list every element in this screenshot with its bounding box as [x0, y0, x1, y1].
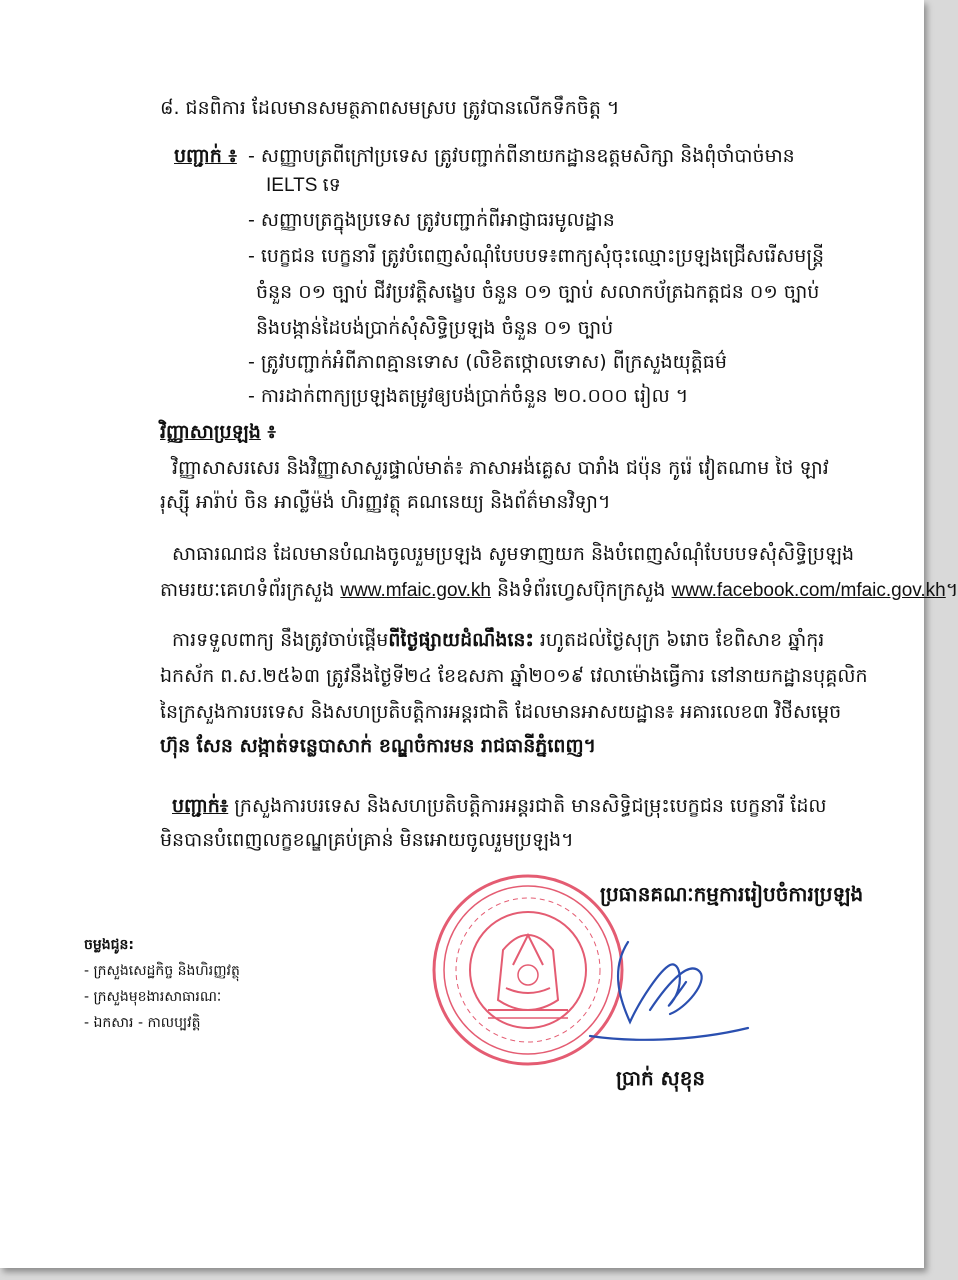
public-line-2 — [160, 578, 958, 603]
note-line: ចំនួន ០១ ច្បាប់ ជីវប្រវត្តិសង្ខេប ចំនួន ០១ ច្បាប់ សលាកប័ត្រឯកត្តជន ០១ ច្បាប់ — [256, 281, 820, 303]
subjects-heading-row — [160, 420, 276, 444]
receive-text-bold: ពីថ្ងៃផ្សាយដំណឹងនេះ — [388, 629, 534, 651]
note-line: - ការដាក់ពាក្យប្រឡងតម្រូវឲ្យបង់ប្រាក់ចំនួន ២០.០០០ រៀល ។ — [248, 385, 689, 407]
ministry-facebook-link[interactable]: www.facebook.com/mfaic.gov.kh — [671, 580, 946, 601]
public-line: សាធារណជន ដែលមានបំណងចូលរួមប្រឡង សូមទាញយក និងបំពេញសំណុំបែបបទសុំសិទ្ធិប្រឡង — [172, 543, 855, 565]
ministry-website-link[interactable]: www.mfaic.gov.kh — [340, 580, 491, 601]
subjects-colon: ៖ — [260, 421, 276, 443]
cc-item: - ក្រសួងមុខងារសាធារណៈ — [84, 989, 222, 1005]
subjects-line: រុស្ស៊ី អារ៉ាប់ ចិន អាល្លឺម៉ង់ ហិរញ្ញវត្ថុ គណនេយ្យ និងព័ត៌មានវិទ្យា។ — [160, 491, 611, 513]
subjects-line: វិញ្ញាសាសរសេរ និងវិញ្ញាសាសួរផ្ទាល់មាត់៖ ភាសាអង់គ្លេស បារាំង ជប៉ុន កូរ៉េ វៀតណាម ថៃ ឡាវ — [172, 457, 829, 479]
note-label: បញ្ជាក់ ៖ — [174, 145, 237, 167]
public-text: តាមរយៈគេហទំព័រក្រសួង — [160, 579, 341, 601]
signer-title: ប្រធានគណៈកម្មការរៀបចំការប្រឡង — [600, 882, 864, 906]
cc-item: - ក្រសួងសេដ្ឋកិច្ច និងហិរញ្ញវត្ថុ — [84, 963, 240, 979]
public-text: ។ — [945, 579, 958, 601]
note2-text: ក្រសួងការបរទេស និងសហប្រតិបត្តិការអន្តរជាតិ មានសិទ្ធិជម្រុះបេក្ខជន បេក្ខនារី ដែល — [228, 795, 827, 817]
receive-line: នៃក្រសួងការបរទេស និងសហប្រតិបត្តិការអន្តរជាតិ ដែលមានអាសយដ្ឋាន៖ អគារលេខ៣ វិថីសម្តេច — [160, 701, 842, 723]
note-line: - សញ្ញាបត្រពីក្រៅប្រទេស ត្រូវបញ្ជាក់ពីនាយកដ្ឋានឧត្តមសិក្សា និងពុំចាំបាច់មាន — [248, 145, 795, 167]
note-line: IELTS ទេ — [266, 175, 341, 196]
note2-line-1 — [172, 794, 826, 818]
note-line: - បេក្ខជន បេក្ខនារី ត្រូវបំពេញសំណុំបែបបទ៖ពាក្យសុំចុះឈ្មោះប្រឡងជ្រើសរើសមន្ត្រី — [248, 245, 825, 267]
receive-line: ឯកស័ក ព.ស.២៥៦៣ ត្រូវនឹងថ្ងៃទី២៤ ខែឧសភា ឆ្នាំ២០១៩ វេលាម៉ោងធ្វើការ នៅនាយកដ្ឋានបុគ្គលិក — [160, 665, 868, 687]
note-line: និងបង្កាន់ដៃបង់ប្រាក់សុំសិទ្ធិប្រឡង ចំនួន ០១ ច្បាប់ — [256, 317, 614, 339]
note2-label: បញ្ជាក់៖ — [172, 795, 229, 817]
note-line: - សញ្ញាបត្រក្នុងប្រទេស ត្រូវបញ្ជាក់ពីអាជ្ញាធរមូលដ្ឋាន — [248, 209, 615, 231]
receive-line: ហ៊ុន សែន សង្កាត់ទន្លេបាសាក់ ខណ្ឌចំការមន រាជធានីភ្នំពេញ។ — [160, 735, 597, 757]
cc-item: - ឯកសារ - កាលប្បវត្តិ — [84, 1015, 201, 1031]
item-8: ៨. ជនពិការ ដែលមានសមត្ថភាពសមស្រប ត្រូវបានលើកទឹកចិត្ត ។ — [160, 97, 620, 119]
receive-text: ការទទួលពាក្យ នឹងត្រូវចាប់ផ្តើម — [172, 629, 389, 651]
receive-line-1 — [172, 628, 824, 652]
receive-text: រហូតដល់ថ្ងៃសុក្រ ៦រោច ខែពិសាខ ឆ្នាំកុរ — [533, 629, 825, 651]
cc-heading: ចម្លងជូន: — [84, 937, 135, 953]
public-text: និងទំព័រហ្វេសប៊ុកក្រសួង — [490, 579, 672, 601]
signer-name: ប្រាក់ សុខុន — [616, 1066, 706, 1090]
note-line: - ត្រូវបញ្ជាក់អំពីភាពគ្មានទោស (លិខិតថ្កោលទោស) ពីក្រសួងយុត្តិធម៌ — [248, 351, 727, 373]
signature-icon — [590, 930, 750, 1050]
subjects-heading: វិញ្ញាសាប្រឡង — [160, 421, 261, 443]
note2-line: មិនបានបំពេញលក្ខខណ្ឌគ្រប់គ្រាន់ មិនអោយចូលរួមប្រឡង។ — [160, 829, 574, 851]
